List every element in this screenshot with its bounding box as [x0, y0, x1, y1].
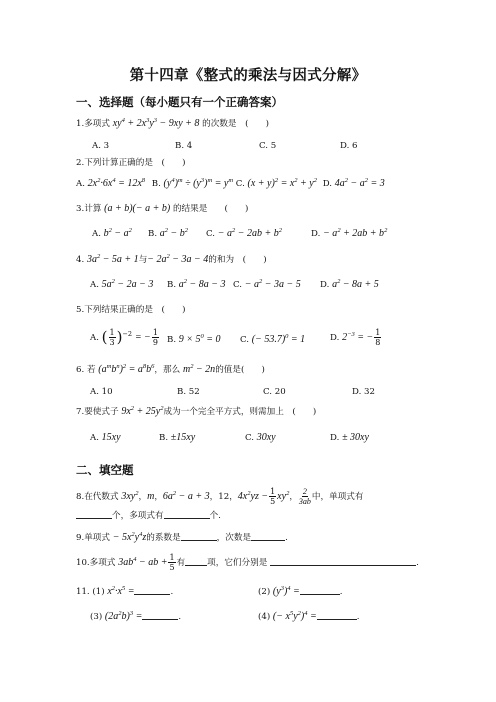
question-4-option-c: C. − $a^2 - 3a - 5$ [233, 278, 301, 290]
question-7-option-d: D. ± 30xy [330, 432, 369, 443]
question-6-option-d: D. 32 [352, 387, 375, 397]
question-10-blank-2[interactable] [270, 555, 416, 566]
section-heading-fill: 二、填空题 [76, 463, 134, 477]
question-8-blank-1[interactable] [76, 508, 112, 519]
question-4-option-d: D. $a^2 - 8a + 5$ [320, 278, 379, 290]
question-1-option-a: A. 3 [92, 141, 110, 151]
question-11-blank-4[interactable] [317, 609, 357, 620]
question-10-blank-1[interactable] [185, 555, 207, 566]
question-6-option-b: B. 52 [177, 387, 200, 397]
question-11-part-2: (2) $(y^3)^4$ = . [258, 585, 343, 597]
question-11-row-1: 11. (1) $x^2\cdot x^5$ = . [76, 585, 174, 597]
question-3-option-a: A. $b^2 - a^2$ [92, 227, 132, 239]
question-1-option-d: D. 6 [340, 141, 358, 151]
question-5-option-b: B. $9 \times 5^0 = 0$ [167, 333, 221, 345]
question-3-option-b: B. $a^2 - b^2$ [148, 227, 189, 239]
question-7: 7.要使式子 $9x^2 + 25y^2$成为一个完全平方式，则需加上 ( ) [76, 405, 317, 417]
page-title: 第十四章《整式的乘法与因式分解》 [129, 68, 367, 84]
question-7-option-b: B. ±15xy [159, 432, 196, 443]
question-11-part-4: (4) (− $x^5y^2)^4$ = . [258, 610, 360, 622]
question-1-option-b: B. 4 [175, 141, 193, 151]
question-4-option-a: A. $5a^2 - 2a - 3$ [90, 278, 154, 290]
question-11-blank-2[interactable] [300, 584, 340, 595]
question-7-option-a: A. 15xy [90, 432, 121, 443]
question-1-text-b: 的次数是 ( ) [202, 119, 269, 129]
question-3-option-d: D. − $a^2 + 2ab + b^2$ [311, 227, 388, 239]
question-1-option-c: C. 5 [259, 141, 277, 151]
question-2: 2.下列计算正确的是 ( ) [76, 158, 186, 168]
question-4-option-b: B. $a^2 - 8a - 3$ [167, 278, 226, 290]
question-10: 10.多项式 $3ab^4$ − ab + $\frac{1}{5}$ 有 项，它们分别是 . [76, 553, 419, 572]
question-5-option-d: D. $2^{-3}$ = − $\frac{1}{8}$ [330, 328, 381, 347]
question-8: 8.在代数式 $3xy^2$，m，$6a^2 - a + 3$，12，$4x^2yz$ − $\frac{1}{5}$ $xy^2$， $\frac{2}{3ab}$ 中，单项式有 [76, 487, 364, 506]
question-8-blank-2[interactable] [164, 508, 210, 519]
question-6-option-a: A. 10 [90, 387, 113, 397]
section-heading-choice: 一、选择题（每小题只有一个正确答案） [76, 95, 283, 109]
question-5: 5.下列结果正确的是 ( ) [76, 305, 186, 315]
question-6-option-c: C. 20 [263, 387, 286, 397]
question-11-blank-3[interactable] [142, 609, 178, 620]
question-1 [76, 118, 269, 130]
question-8-line-2: 个，多项式有 个. [76, 508, 221, 522]
question-3: 3.计算 (a + b)(− a + b) 的结果是 ( ) [76, 203, 249, 214]
question-7-option-c: C. 30xy [245, 432, 276, 443]
question-9-blank-2[interactable] [251, 530, 285, 541]
question-2-options: A. $2x^2\cdot 6x^4 = 12x^8$ B. $(y^4)^m \div (y^3)^m = y^m$ C. $(x + y)^2 = x^2 + y^2$ D. $4a^2 - a^2 = 3$ [76, 177, 385, 189]
question-6: 6. 若 $(a^mb^n)^2 = a^8b^6$，那么 $m^2 - 2n$的值是( ) [76, 363, 265, 375]
question-1-expression: $xy^4 + 2x^3y^3 - 9xy + 8$ [112, 117, 200, 129]
question-1-number: 1. [76, 119, 85, 129]
question-5-option-a: A. ( $\frac{1}{3}$ )$^{-2}$ = − $\frac{1}{9}$ [90, 328, 158, 347]
question-3-option-c: C. − $a^2 - 2ab + b^2$ [206, 227, 282, 239]
question-4: 4. $3a^2 - 5a + 1$与− $2a^2 - 3a - 4$的和为 ( ) [76, 253, 267, 265]
question-5-option-c: C. (− 53.7)$^0$ = 1 [240, 333, 306, 345]
question-1-text-a: 多项式 [84, 119, 110, 129]
question-11-part-3: (3) $(2a^2b)^3$ = . [90, 610, 182, 622]
question-9-blank-1[interactable] [181, 530, 217, 541]
question-9: 9.单项式 − $5x^2y^4z$的系数是 ，次数是 . [76, 531, 288, 543]
question-11-blank-1[interactable] [134, 584, 170, 595]
